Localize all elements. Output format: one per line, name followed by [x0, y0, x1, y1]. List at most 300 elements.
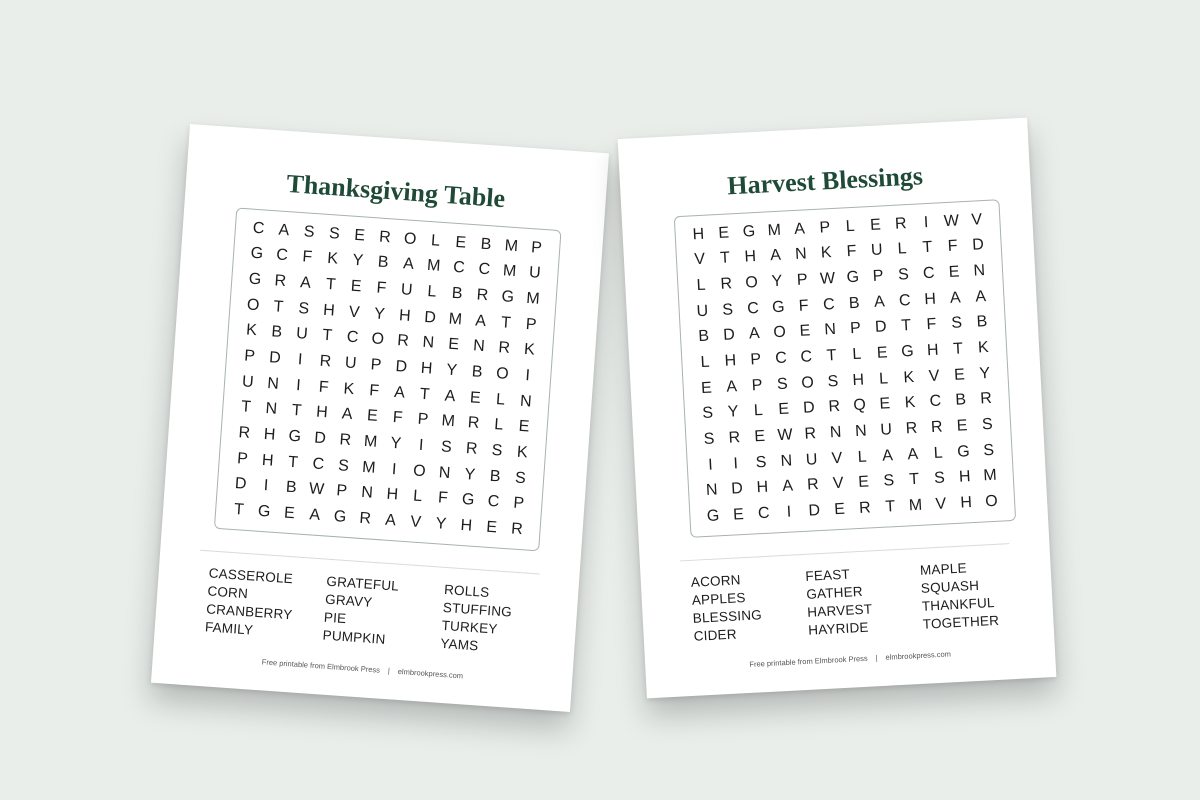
grid-letter: S — [702, 404, 714, 423]
grid-letter: I — [297, 351, 303, 369]
grid-letter: E — [753, 427, 766, 446]
grid-letter: H — [724, 352, 737, 370]
grid-letter: R — [720, 275, 733, 294]
grid-letter: K — [245, 321, 258, 340]
grid-letter: V — [970, 210, 983, 229]
word-list-column — [920, 557, 1014, 634]
grid-letter: H — [958, 468, 972, 487]
word-list-item: MAPLE — [919, 560, 968, 578]
grid-letter: T — [287, 453, 299, 472]
grid-letter: V — [409, 513, 422, 532]
footer-separator: | — [875, 653, 878, 663]
grid-letter: E — [700, 379, 713, 397]
letter-grid — [225, 215, 550, 543]
grid-letter: K — [343, 380, 355, 398]
grid-letter: E — [732, 506, 745, 524]
grid-letter: E — [447, 336, 460, 354]
grid-letter: G — [846, 268, 860, 287]
grid-letter: O — [246, 296, 261, 315]
word-list-item: THANKFUL — [921, 595, 995, 614]
grid-letter: S — [981, 416, 994, 434]
grid-letter: C — [898, 291, 912, 310]
grid-letter: P — [819, 218, 831, 237]
grid-letter: L — [412, 488, 423, 506]
grid-letter: L — [696, 276, 706, 295]
grid-letter: A — [384, 511, 397, 530]
grid-letter: E — [857, 473, 870, 492]
grid-letter: P — [749, 351, 762, 369]
letter-grid-box — [674, 199, 1016, 538]
grid-letter: V — [348, 303, 361, 322]
grid-letter: D — [730, 480, 744, 499]
grid-letter: V — [831, 449, 843, 468]
grid-letter: A — [748, 325, 761, 343]
grid-letter: L — [878, 370, 889, 388]
word-list-item: BLESSING — [692, 607, 763, 626]
word-list-column — [805, 563, 899, 640]
grid-letter: L — [753, 402, 764, 420]
grid-letter: I — [923, 213, 929, 232]
grid-letter: L — [495, 390, 506, 409]
grid-letter: H — [959, 494, 973, 512]
grid-letter: E — [833, 500, 846, 519]
word-list-column — [322, 573, 421, 651]
grid-letter: Y — [389, 434, 402, 453]
grid-letter: E — [518, 418, 530, 436]
grid-letter: K — [516, 443, 529, 462]
grid-letter: E — [948, 263, 960, 282]
grid-letter: I — [707, 456, 714, 474]
grid-letter: A — [474, 312, 487, 330]
grid-letter: P — [243, 347, 256, 366]
grid-letter: T — [240, 398, 252, 417]
grid-letter: B — [697, 328, 710, 346]
grid-letter: R — [465, 440, 479, 459]
grid-letter: F — [368, 382, 380, 400]
grid-letter: C — [757, 504, 770, 523]
grid-letter: A — [793, 220, 806, 238]
grid-letter: K — [904, 394, 916, 412]
grid-letter: P — [872, 267, 884, 286]
grid-letter: T — [291, 402, 303, 420]
grid-letter: P — [236, 449, 249, 468]
grid-letter: N — [421, 334, 435, 353]
grid-letter: W — [943, 212, 960, 230]
grid-letter: R — [396, 332, 410, 351]
grid-letter: O — [412, 462, 427, 481]
grid-letter: D — [423, 308, 437, 327]
grid-letter: S — [933, 469, 946, 488]
grid-letter: O — [772, 324, 787, 342]
grid-letter: Y — [351, 252, 364, 270]
grid-letter: H — [744, 248, 757, 267]
grid-letter: T — [826, 347, 837, 365]
grid-letter: H — [263, 426, 276, 444]
grid-letter: F — [926, 316, 937, 334]
grid-letter: R — [806, 476, 820, 495]
grid-letter: E — [953, 366, 966, 384]
grid-letter: G — [257, 502, 271, 521]
word-list-column — [690, 569, 784, 646]
grid-letter: P — [512, 495, 525, 513]
grid-letter: D — [268, 349, 282, 368]
grid-letter: B — [471, 363, 484, 382]
grid-letter: N — [854, 422, 868, 441]
grid-letter: C — [252, 219, 265, 238]
grid-letter: G — [250, 245, 264, 263]
grid-letter: E — [366, 407, 379, 426]
grid-letter: E — [350, 277, 363, 296]
grid-letter: M — [363, 433, 378, 452]
grid-letter: A — [402, 255, 415, 274]
grid-letter: N — [780, 452, 793, 470]
grid-letter: U — [241, 373, 255, 391]
grid-letter: P — [335, 482, 348, 501]
grid-letter: S — [755, 453, 767, 472]
puzzle-sheet-harvest — [618, 118, 1057, 699]
grid-letter: M — [525, 290, 541, 308]
grid-letter: Y — [771, 272, 783, 291]
word-list-item: CRANBERRY — [205, 601, 293, 623]
grid-letter: G — [956, 442, 971, 461]
grid-letter: V — [928, 367, 940, 385]
grid-letter: I — [418, 436, 424, 455]
grid-letter: U — [344, 354, 358, 373]
grid-letter: O — [984, 492, 999, 511]
grid-letter: N — [794, 245, 808, 264]
grid-letter: S — [897, 266, 910, 284]
grid-letter: R — [728, 429, 741, 447]
word-list — [690, 557, 1013, 646]
grid-letter: N — [973, 262, 986, 280]
word-list-item: YAMS — [439, 635, 479, 654]
footer-credit-text: Free printable from Elmbrook Press — [749, 653, 868, 669]
grid-letter: M — [448, 310, 463, 329]
footer-credit — [645, 644, 1055, 674]
word-list-column — [204, 564, 303, 642]
grid-letter: R — [979, 390, 993, 408]
word-list-item: HARVEST — [806, 601, 873, 620]
grid-letter: V — [693, 251, 706, 269]
word-list-item: FEAST — [805, 566, 851, 584]
grid-letter: G — [742, 222, 756, 241]
grid-letter: Y — [978, 364, 991, 383]
grid-letter: C — [487, 493, 500, 511]
grid-letter: M — [426, 257, 441, 276]
grid-letter: S — [303, 223, 316, 241]
grid-letter: B — [285, 479, 298, 497]
divider-line — [680, 543, 1010, 561]
grid-letter: D — [394, 358, 408, 376]
grid-letter: U — [528, 264, 542, 283]
grid-letter: F — [437, 489, 449, 508]
grid-letter: H — [459, 517, 473, 535]
footer-separator: | — [387, 666, 391, 676]
grid-letter: Y — [435, 515, 447, 534]
grid-letter: E — [879, 395, 891, 414]
grid-letter: B — [377, 253, 390, 272]
grid-letter: I — [786, 503, 792, 521]
grid-letter: C — [746, 299, 760, 318]
grid-letter: U — [400, 281, 413, 300]
grid-letter: B — [489, 467, 502, 486]
grid-letter: H — [385, 486, 399, 504]
grid-letter: H — [923, 290, 937, 309]
grid-letter: H — [692, 225, 705, 244]
grid-letter: S — [827, 372, 839, 391]
grid-letter: A — [277, 221, 290, 240]
grid-letter: R — [467, 414, 480, 433]
grid-letter: D — [802, 399, 816, 418]
grid-letter: T — [325, 276, 337, 294]
grid-letter: B — [270, 323, 283, 342]
grid-letter: C — [929, 393, 942, 411]
grid-letter: G — [461, 491, 475, 510]
grid-letter: O — [800, 374, 815, 392]
grid-letter: H — [261, 451, 275, 470]
word-list-item: PUMPKIN — [322, 627, 387, 647]
grid-letter: E — [876, 344, 888, 362]
grid-letter: S — [982, 441, 995, 460]
grid-letter: B — [976, 313, 988, 332]
grid-letter: T — [233, 501, 245, 519]
grid-letter: E — [869, 216, 882, 234]
grid-letter: S — [514, 469, 527, 488]
grid-letter: E — [454, 233, 467, 252]
word-list-item: FAMILY — [204, 619, 254, 638]
grid-letter: N — [705, 481, 719, 500]
grid-letter: M — [502, 262, 517, 281]
grid-letter: L — [426, 283, 437, 301]
grid-letter: A — [308, 506, 321, 525]
grid-letter: F — [947, 237, 959, 256]
grid-letter: A — [974, 287, 987, 306]
grid-letter: R — [804, 425, 817, 443]
grid-letter: F — [392, 409, 404, 428]
grid-letter: G — [248, 270, 262, 289]
grid-letter: H — [322, 301, 336, 320]
grid-letter: O — [370, 330, 385, 349]
grid-letter: E — [353, 226, 366, 245]
grid-letter: N — [266, 374, 280, 393]
grid-letter: S — [491, 442, 503, 460]
grid-letter: E — [469, 389, 482, 407]
word-list-item: SQUASH — [920, 577, 980, 596]
grid-letter: A — [881, 446, 894, 465]
grid-letter: N — [360, 484, 374, 503]
grid-letter: N — [519, 392, 533, 411]
grid-letter: G — [287, 427, 302, 446]
grid-letter: G — [500, 288, 515, 307]
grid-letter: A — [725, 378, 738, 396]
footer-credit-text: Free printable from Elmbrook Press — [261, 657, 381, 675]
grid-letter: P — [751, 376, 763, 395]
word-list-item: GRAVY — [324, 591, 373, 610]
grid-letter: P — [849, 320, 862, 338]
grid-letter: S — [297, 299, 310, 318]
grid-letter: T — [500, 314, 512, 332]
grid-letter: A — [781, 477, 794, 496]
grid-letter: R — [497, 339, 511, 358]
grid-letter: M — [361, 458, 377, 477]
grid-letter: K — [523, 341, 536, 360]
grid-letter: T — [952, 340, 964, 358]
grid-letter: M — [504, 237, 519, 256]
grid-letter: C — [346, 328, 359, 347]
grid-letter: H — [756, 479, 769, 497]
grid-letter: H — [398, 306, 412, 325]
grid-letter: R — [894, 214, 907, 233]
grid-letter: B — [848, 294, 860, 313]
grid-letter: E — [956, 417, 968, 435]
grid-letter: E — [485, 518, 498, 537]
grid-letter: N — [472, 337, 486, 356]
grid-letter: V — [832, 475, 845, 493]
grid-letter: R — [237, 424, 251, 443]
grid-letter: A — [907, 445, 919, 464]
grid-letter: R — [338, 431, 352, 450]
grid-letter: E — [799, 322, 811, 341]
grid-letter: P — [417, 411, 429, 429]
grid-letter: A — [769, 247, 782, 265]
grid-letter: M — [767, 221, 782, 240]
grid-letter: P — [525, 315, 538, 334]
grid-letter: N — [264, 400, 278, 419]
word-list-item: GRATEFUL — [325, 573, 400, 594]
letter-grid — [685, 207, 1005, 530]
grid-letter: H — [926, 341, 939, 360]
grid-letter: V — [935, 495, 947, 514]
grid-letter: G — [900, 343, 915, 361]
word-list-item: ROLLS — [443, 581, 490, 601]
grid-letter: U — [295, 325, 309, 344]
grid-letter: T — [419, 385, 431, 404]
grid-letter: A — [444, 387, 456, 405]
grid-letter: R — [319, 352, 332, 371]
grid-letter: L — [897, 240, 908, 259]
grid-letter: F — [301, 248, 313, 267]
word-list-item: STUFFING — [442, 599, 513, 620]
word-list — [204, 564, 538, 659]
word-list-item: GATHER — [805, 583, 864, 602]
grid-letter: R — [378, 228, 392, 247]
grid-letter: S — [703, 430, 715, 449]
grid-letter: T — [922, 239, 933, 257]
grid-letter: L — [700, 353, 710, 372]
grid-letter: A — [393, 383, 406, 402]
grid-letter: E — [283, 504, 296, 523]
grid-letter: F — [375, 279, 387, 298]
footer-website: elmbrookpress.com — [885, 649, 952, 662]
grid-letter: M — [440, 412, 456, 431]
grid-letter: H — [852, 371, 865, 389]
grid-letter: G — [706, 507, 720, 526]
word-list-item: ACORN — [690, 572, 742, 590]
grid-letter: W — [819, 270, 836, 288]
grid-letter: K — [326, 250, 339, 269]
puzzle-sheet-thanksgiving — [151, 124, 609, 712]
grid-letter: P — [530, 238, 543, 257]
grid-letter: C — [477, 261, 491, 279]
grid-letter: L — [851, 345, 862, 364]
grid-letter: A — [299, 274, 312, 292]
grid-letter: D — [234, 475, 248, 494]
grid-letter: G — [771, 298, 785, 317]
grid-letter: E — [717, 224, 730, 242]
grid-letter: C — [452, 259, 466, 278]
grid-letter: S — [440, 438, 453, 457]
grid-letter: R — [510, 520, 524, 539]
grid-letter: Q — [852, 396, 867, 415]
grid-letter: G — [333, 508, 347, 527]
grid-letter: W — [777, 426, 794, 445]
word-list-item: CIDER — [693, 626, 738, 644]
grid-letter: F — [318, 378, 330, 397]
word-list-item: TOGETHER — [922, 612, 1000, 632]
word-list-column — [440, 581, 539, 659]
puzzle-title: Harvest Blessings — [726, 161, 924, 201]
grid-letter: P — [796, 271, 809, 290]
grid-letter: U — [805, 450, 818, 469]
grid-letter: C — [800, 348, 813, 366]
grid-letter: R — [905, 419, 918, 438]
grid-letter: M — [982, 467, 998, 485]
grid-letter: R — [858, 499, 872, 518]
grid-letter: R — [273, 272, 287, 291]
grid-letter: C — [774, 349, 788, 368]
grid-letter: D — [722, 326, 736, 345]
puzzle-title: Thanksgiving Table — [285, 168, 507, 214]
grid-letter: I — [391, 460, 397, 479]
grid-letter: E — [777, 401, 790, 419]
grid-letter: R — [828, 398, 841, 416]
grid-letter: I — [733, 455, 739, 473]
grid-letter: C — [922, 264, 935, 283]
grid-letter: D — [874, 318, 888, 337]
grid-letter: A — [341, 405, 354, 424]
grid-letter: M — [908, 496, 923, 515]
grid-letter: Y — [445, 361, 458, 380]
letter-grid-box — [214, 207, 562, 551]
grid-letter: U — [879, 421, 893, 439]
grid-letter: I — [524, 367, 531, 385]
grid-letter: S — [337, 457, 350, 475]
grid-letter: N — [438, 464, 452, 482]
grid-letter: H — [420, 359, 433, 378]
grid-letter: P — [370, 356, 382, 375]
grid-letter: T — [884, 498, 896, 516]
grid-letter: S — [883, 472, 895, 491]
word-list-item: TURKEY — [441, 617, 499, 637]
grid-letter: F — [798, 297, 809, 315]
grid-letter: B — [451, 284, 464, 303]
grid-letter: T — [273, 298, 284, 316]
word-list-item: HAYRIDE — [807, 619, 869, 638]
grid-letter: T — [900, 317, 912, 335]
word-list-item: APPLES — [691, 590, 746, 608]
grid-letter: R — [930, 418, 944, 437]
grid-letter: F — [846, 243, 857, 261]
grid-letter: B — [480, 235, 492, 254]
grid-letter: S — [328, 224, 341, 243]
grid-letter: R — [476, 286, 489, 305]
word-list-item: PIE — [323, 609, 347, 627]
grid-letter: R — [358, 509, 372, 528]
grid-letter: H — [315, 404, 329, 422]
word-list-item: CASSEROLE — [208, 565, 294, 587]
grid-letter: T — [719, 249, 731, 268]
grid-letter: I — [263, 477, 269, 495]
